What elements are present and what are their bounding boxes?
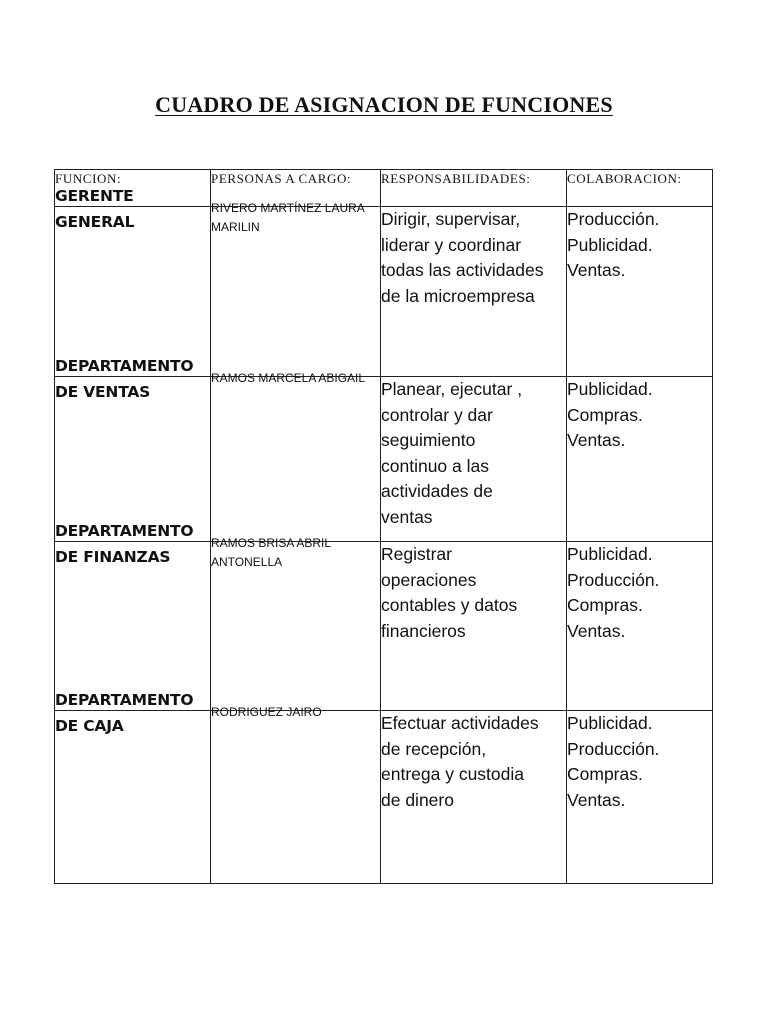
funcion-cell [55,187,211,377]
colaboracion-text: Publicidad. Producción. Compras. Ventas. [567,713,660,810]
responsabilidades-text: Dirigir, supervisar, liderar y coordinar todas las actividades de la microempresa [381,209,544,306]
persona-name: RIVERO MARTÍNEZ LAURA MARILIN [211,201,365,234]
responsabilidades-cell [381,542,567,711]
persona-cell [211,705,381,884]
persona-cell [211,536,381,711]
table-row [55,207,713,377]
funcion-name: DEPARTAMENTO DE CAJA [55,691,194,735]
table-row [55,377,713,542]
funcion-cell [55,522,211,711]
colaboracion-cell [567,377,713,542]
persona-name: RODRIGUEZ JAIRO [211,705,322,719]
colaboracion-text: Producción. Publicidad. Ventas. [567,209,660,280]
colaboracion-cell [567,207,713,377]
persona-name: RAMOS BRISA ABRIL ANTONELLA [211,536,331,569]
persona-name: RAMOS MARCELA ABIGAIL [211,371,366,385]
funcion-cell [55,357,211,542]
colaboracion-text: Publicidad. Producción. Compras. Ventas. [567,544,660,641]
responsabilidades-cell [381,377,567,542]
table-row [55,711,713,884]
table-row [55,542,713,711]
responsabilidades-text: Registrar operaciones contables y datos financieros [381,544,518,641]
header-personas: PERSONAS A CARGO: [211,170,381,207]
funcion-name: DEPARTAMENTO DE VENTAS [55,357,194,401]
responsabilidades-cell [381,207,567,377]
funcion-name: GERENTE GENERAL [55,187,135,231]
header-funcion: FUNCION: [55,170,211,207]
header-colaboracion: COLABORACION: [567,170,713,207]
document-title: CUADRO DE ASIGNACION DE FUNCIONES [155,92,613,117]
funcion-cell [55,691,211,884]
colaboracion-cell [567,711,713,884]
header-responsabilidades: RESPONSABILIDADES: [381,170,567,207]
funcion-name: DEPARTAMENTO DE FINANZAS [55,522,194,566]
assignment-table [54,169,713,884]
responsabilidades-cell [381,711,567,884]
colaboracion-text: Publicidad. Compras. Ventas. [567,379,653,450]
persona-cell [211,201,381,377]
responsabilidades-text: Efectuar actividades de recepción, entrega y custodia de dinero [381,713,539,810]
responsabilidades-text: Planear, ejecutar , controlar y dar seguimiento continuo a las actividades de ventas [381,379,523,527]
persona-cell [211,371,381,542]
colaboracion-cell [567,542,713,711]
